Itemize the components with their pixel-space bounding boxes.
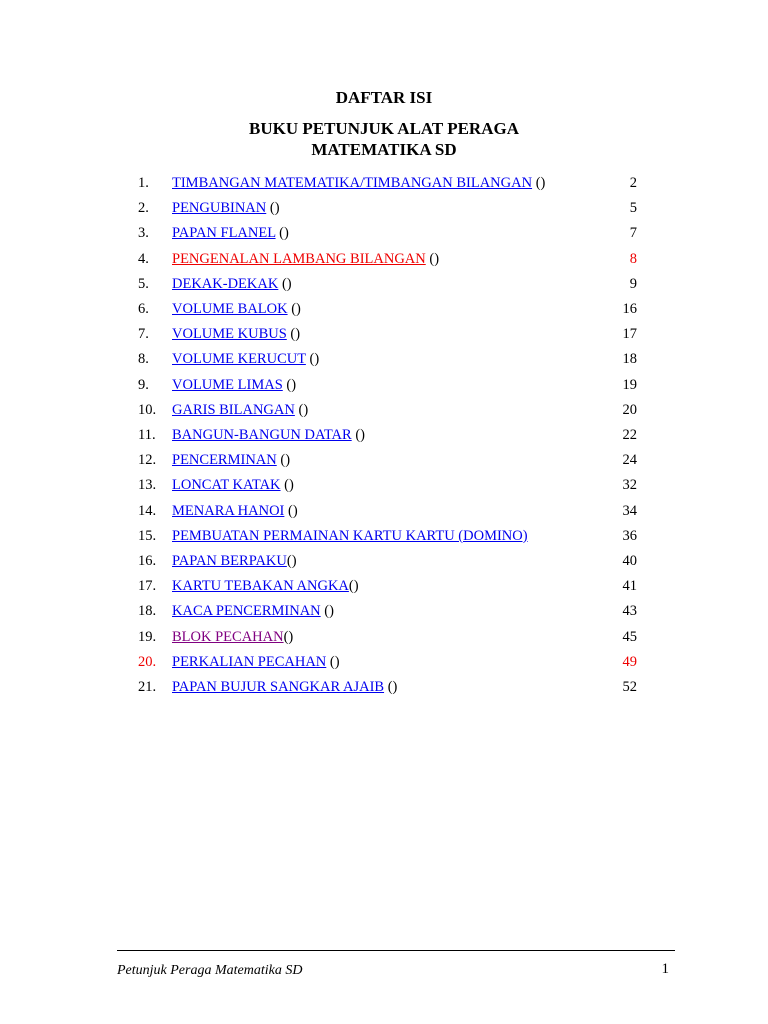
- toc-entry: [172, 323, 300, 345]
- toc-number: 21.: [138, 679, 157, 695]
- toc-page-number: 19: [622, 376, 637, 393]
- toc-page-number: 40: [622, 553, 637, 569]
- toc-link[interactable]: PEMBUATAN PERMAINAN KARTU KARTU (DOMINO): [172, 527, 528, 544]
- toc-number: 4.: [138, 250, 149, 267]
- footer-title: Petunjuk Peraga Matematika SD: [117, 963, 303, 978]
- toc-link[interactable]: PENGUBINAN: [172, 200, 267, 217]
- toc-suffix: (): [280, 477, 294, 494]
- toc-row: [0, 600, 768, 622]
- toc-row: [0, 298, 768, 320]
- toc-number: 2.: [138, 200, 149, 217]
- toc-suffix: (): [287, 301, 301, 317]
- toc-entry: [172, 222, 289, 244]
- toc-suffix: (): [282, 376, 297, 393]
- toc-suffix: (): [286, 553, 297, 569]
- toc-number: 5.: [138, 275, 149, 292]
- toc-link[interactable]: DEKAK-DEKAK: [172, 275, 279, 292]
- toc-row: [0, 197, 768, 219]
- toc-link[interactable]: KACA PENCERMINAN: [172, 603, 321, 620]
- toc-number: 19.: [138, 628, 157, 645]
- toc-link[interactable]: VOLUME LIMAS: [172, 376, 283, 393]
- toc-row: [0, 248, 768, 270]
- toc-suffix: (): [275, 225, 289, 242]
- toc-entry: [172, 676, 397, 698]
- toc-entry: [172, 399, 308, 421]
- toc-suffix: (): [283, 628, 294, 645]
- footer-divider: [117, 950, 675, 951]
- toc-number: 13.: [138, 477, 157, 494]
- toc-entry: [172, 424, 365, 446]
- toc-entry: [172, 600, 334, 622]
- toc-entry: [172, 651, 340, 673]
- toc-page-number: 8: [629, 250, 637, 267]
- toc-number: 20.: [138, 653, 157, 670]
- toc-suffix: (): [284, 502, 298, 519]
- toc-page-number: 41: [622, 578, 637, 595]
- book-title-line-2: MATEMATIKA SD: [311, 140, 457, 159]
- toc-link[interactable]: VOLUME BALOK: [172, 301, 288, 317]
- toc-number: 10.: [138, 401, 157, 418]
- toc-entry: [172, 474, 294, 496]
- toc-link[interactable]: PAPAN BUJUR SANGKAR AJAIB: [172, 679, 385, 695]
- toc-link[interactable]: TIMBANGAN MATEMATIKA/TIMBANGAN BILANGAN: [172, 175, 533, 191]
- toc-suffix: (): [532, 175, 546, 191]
- toc-suffix: (): [326, 653, 340, 670]
- toc-number: 12.: [138, 452, 157, 469]
- toc-number: 11.: [138, 427, 156, 443]
- toc-row: [0, 500, 768, 522]
- toc-link[interactable]: GARIS BILANGAN: [172, 401, 295, 418]
- toc-number: 8.: [138, 351, 149, 368]
- toc-link[interactable]: MENARA HANOI: [172, 502, 285, 519]
- page-title: DAFTAR ISI: [335, 88, 433, 107]
- toc-row: [0, 449, 768, 471]
- toc-entry: [172, 500, 298, 522]
- toc-link[interactable]: LONCAT KATAK: [172, 477, 281, 494]
- toc-row: [0, 474, 768, 496]
- toc-number: 3.: [138, 225, 149, 242]
- toc-row: [0, 525, 768, 547]
- toc-row: [0, 222, 768, 244]
- toc-page-number: 52: [622, 679, 637, 695]
- toc-number: 6.: [138, 301, 149, 317]
- toc-suffix: (): [266, 200, 280, 217]
- toc-row: [0, 273, 768, 295]
- toc-entry: [172, 374, 296, 396]
- toc-page-number: 20: [622, 401, 637, 418]
- toc-number: 18.: [138, 603, 157, 620]
- toc-row: [0, 348, 768, 370]
- toc-page-number: 32: [622, 477, 637, 494]
- toc-page-number: 34: [622, 502, 637, 519]
- toc-page-number: 17: [622, 326, 637, 343]
- toc-link[interactable]: PAPAN BERPAKU: [172, 553, 287, 569]
- toc-row: [0, 575, 768, 597]
- toc-entry: [172, 348, 319, 370]
- toc-number: 1.: [138, 175, 149, 191]
- toc-suffix: (): [286, 326, 301, 343]
- toc-suffix: (): [320, 603, 334, 620]
- toc-row: [0, 651, 768, 673]
- toc-number: 7.: [138, 326, 149, 343]
- footer-page-number: 1: [661, 961, 669, 977]
- toc-entry: [172, 273, 292, 295]
- toc-suffix: (): [276, 452, 291, 469]
- toc-link[interactable]: PENGENALAN LAMBANG BILANGAN: [172, 250, 426, 267]
- toc-entry: [172, 248, 439, 270]
- toc-entry: [172, 550, 297, 572]
- toc-entry: [172, 525, 528, 547]
- toc-suffix: (): [348, 578, 359, 595]
- toc-row: [0, 676, 768, 698]
- toc-row: [0, 172, 768, 194]
- toc-page-number: 16: [622, 301, 637, 317]
- toc-suffix: (): [278, 275, 292, 292]
- toc-page-number: 45: [622, 628, 637, 645]
- toc-page-number: 9: [629, 275, 637, 292]
- toc-entry: [172, 197, 280, 219]
- toc-link[interactable]: PAPAN FLANEL: [172, 225, 276, 242]
- toc-link[interactable]: BLOK PECAHAN: [172, 628, 284, 645]
- toc-page-number: 7: [629, 225, 637, 242]
- toc-number: 14.: [138, 502, 157, 519]
- toc-entry: [172, 626, 293, 648]
- toc-entry: [172, 298, 301, 320]
- toc-row: [0, 374, 768, 396]
- toc-link[interactable]: KARTU TEBAKAN ANGKA: [172, 578, 349, 595]
- toc-page-number: 2: [629, 175, 637, 191]
- toc-page-number: 24: [622, 452, 637, 469]
- toc-link[interactable]: BANGUN-BANGUN DATAR: [172, 427, 352, 443]
- toc-suffix: (): [351, 427, 365, 443]
- toc-number: 16.: [138, 553, 157, 569]
- toc-suffix: (): [425, 250, 440, 267]
- toc-page-number: 49: [622, 653, 637, 670]
- toc-link[interactable]: VOLUME KERUCUT: [172, 351, 306, 368]
- book-title-line-1: BUKU PETUNJUK ALAT PERAGA: [249, 119, 519, 138]
- toc-suffix: (): [305, 351, 320, 368]
- toc-page-number: 18: [622, 351, 637, 368]
- toc-row: [0, 399, 768, 421]
- toc-number: 9.: [138, 376, 149, 393]
- toc-row: [0, 550, 768, 572]
- toc-number: 15.: [138, 527, 157, 544]
- toc-number: 17.: [138, 578, 157, 595]
- toc-link[interactable]: VOLUME KUBUS: [172, 326, 287, 343]
- toc-suffix: (): [294, 401, 309, 418]
- toc-suffix: (): [384, 679, 398, 695]
- toc-row: [0, 323, 768, 345]
- toc-row: [0, 626, 768, 648]
- toc-entry: [172, 172, 545, 194]
- toc-page-number: 36: [622, 527, 637, 544]
- toc-page-number: 43: [622, 603, 637, 620]
- toc-page-number: 5: [629, 200, 637, 217]
- toc-link[interactable]: PERKALIAN PECAHAN: [172, 653, 327, 670]
- toc-row: [0, 424, 768, 446]
- toc-entry: [172, 449, 290, 471]
- toc-page-number: 22: [622, 427, 637, 443]
- toc-entry: [172, 575, 359, 597]
- toc-link[interactable]: PENCERMINAN: [172, 452, 277, 469]
